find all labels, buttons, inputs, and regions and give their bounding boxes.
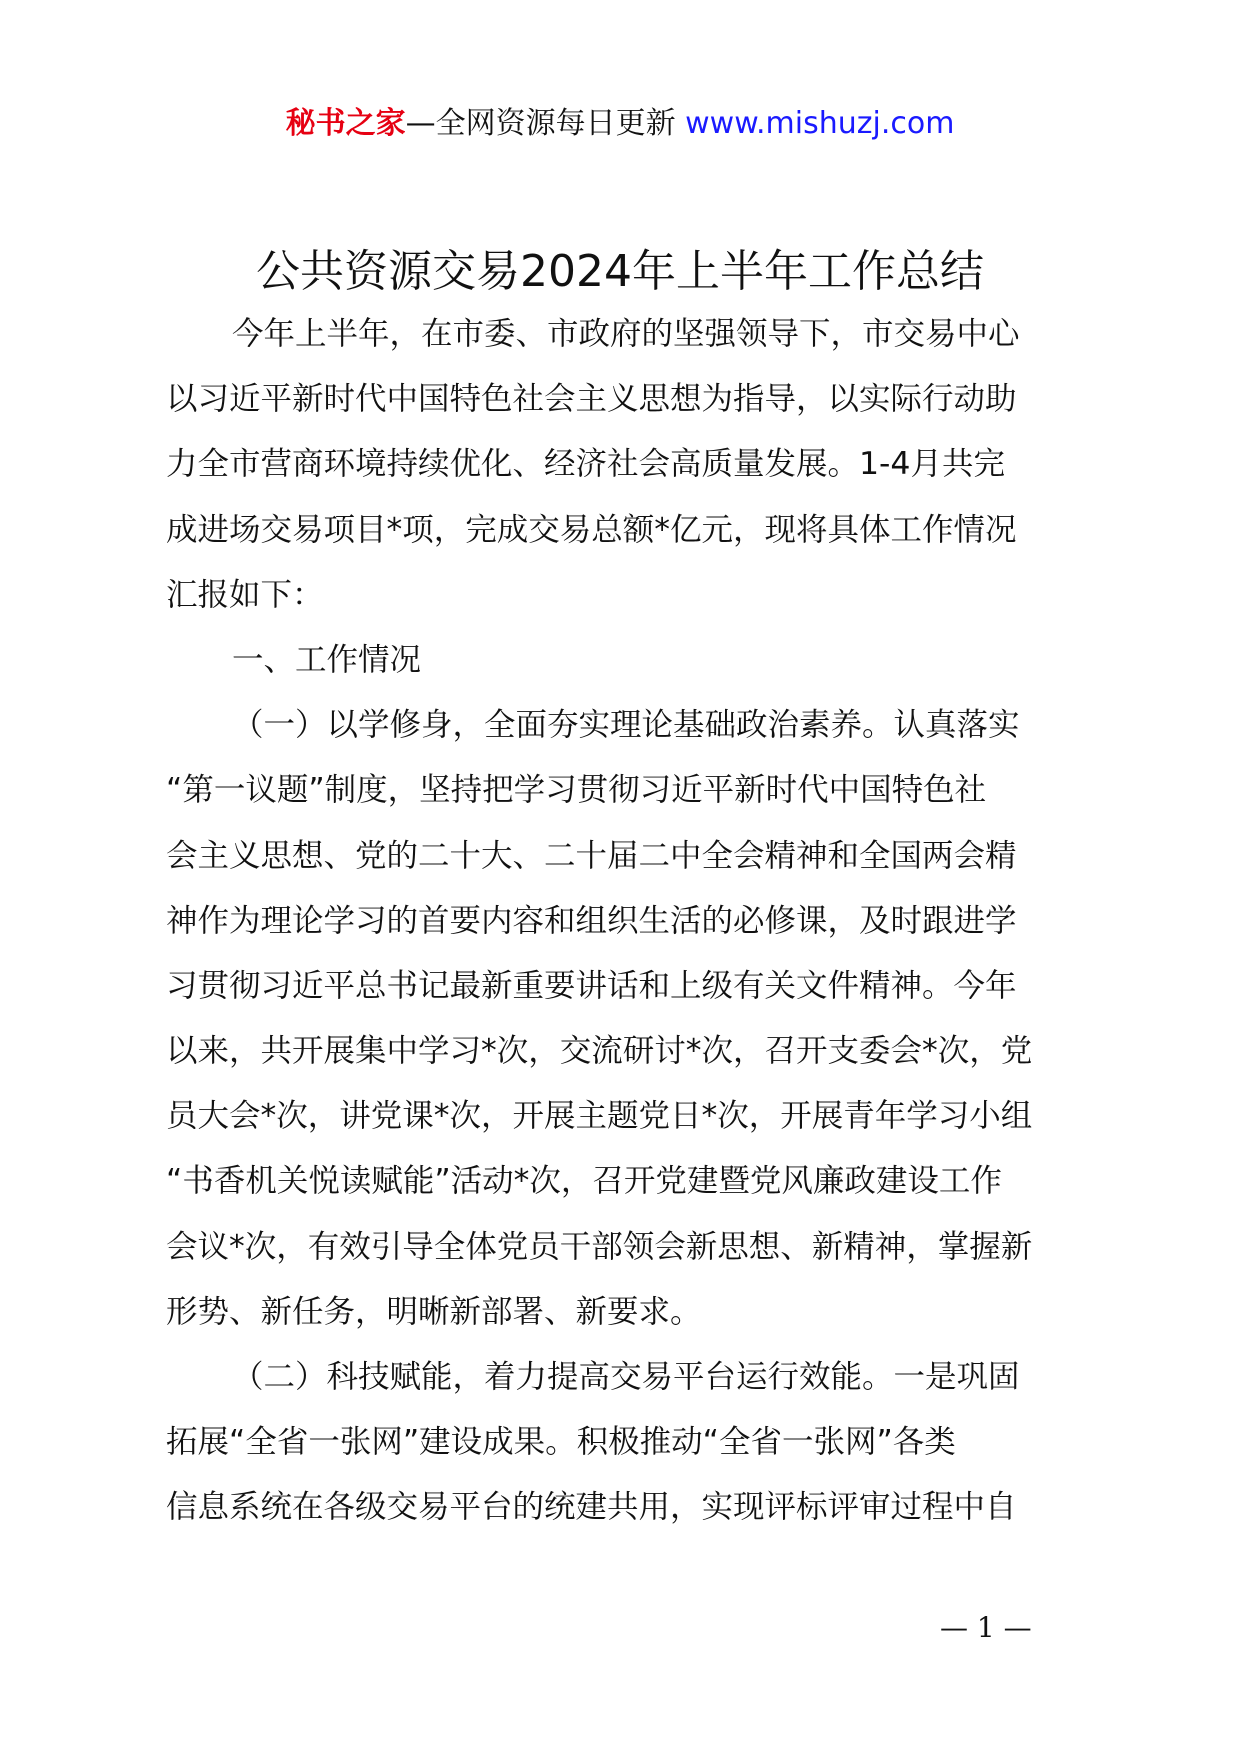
paragraph-line: 会议*次，有效引导全体党员干部领会新思想、新精神，掌握新 [166, 1228, 1033, 1265]
paragraph-line: “第一议题”制度，坚持把学习贯彻习近平新时代中国特色社 [166, 772, 987, 809]
paragraph-line: 员大会*次，讲党课*次，开展主题党日*次，开展青年学习小组 [166, 1098, 1033, 1135]
site-header [0, 100, 1240, 148]
paragraph-line: 拓展“全省一张网”建设成果。积极推动“全省一张网”各类 [166, 1424, 956, 1461]
page-number: — 1 — [940, 1611, 1032, 1644]
paragraph-line: 会主义思想、党的二十大、二十届二中全会精神和全国两会精 [166, 837, 1017, 874]
paragraph-line: 力全市营商环境持续优化、经济社会高质量发展。1-4月共完 [166, 446, 1005, 483]
site-url-link[interactable]: www.mishuzj.com [685, 106, 955, 141]
paragraph-line: 习贯彻习近平总书记最新重要讲话和上级有关文件精神。今年 [166, 967, 1017, 1004]
section-heading: 一、工作情况 [232, 641, 422, 678]
subsection-line: （一）以学修身，全面夯实理论基础政治素养。认真落实 [232, 707, 1020, 744]
subsection-line: （二）科技赋能，着力提高交易平台运行效能。一是巩固 [232, 1359, 1020, 1395]
document-title: 公共资源交易2024年上半年工作总结 [256, 246, 984, 297]
paragraph-line: 神作为理论学习的首要内容和组织生活的必修课，及时跟进学 [166, 902, 1017, 939]
paragraph-line: 以来，共开展集中学习*次，交流研讨*次，召开支委会*次，党 [166, 1033, 1033, 1070]
paragraph-line: 以习近平新时代中国特色社会主义思想为指导，以实际行动助 [166, 381, 1017, 418]
paragraph-line: “书香机关悦读赋能”活动*次，召开党建暨党风廉政建设工作 [166, 1163, 1002, 1200]
header-tagline: —全网资源每日更新 [405, 106, 676, 141]
paragraph-line: 形势、新任务，明晰新部署、新要求。 [166, 1293, 702, 1330]
paragraph-line: 信息系统在各级交易平台的统建共用，实现评标评审过程中自 [166, 1489, 1017, 1526]
brand-name: 秘书之家 [285, 106, 406, 141]
paragraph-line: 今年上半年，在市委、市政府的坚强领导下，市交易中心 [232, 316, 1020, 352]
document-body [166, 302, 1090, 1541]
paragraph-line: 汇报如下： [166, 576, 324, 613]
paragraph-line: 成进场交易项目*项，完成交易总额*亿元，现将具体工作情况 [166, 511, 1017, 548]
